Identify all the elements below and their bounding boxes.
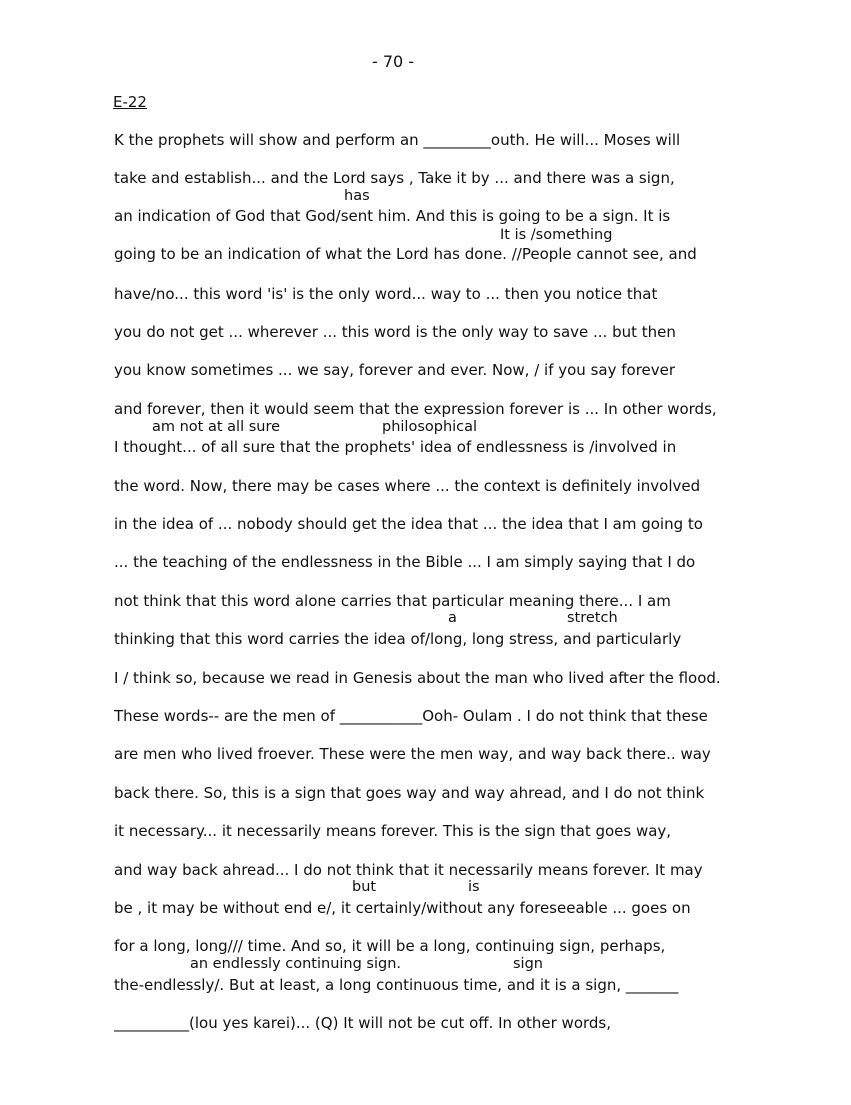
text-line: you know sometimes ... we say, forever and ever. Now, / if you say forever	[114, 361, 676, 379]
insertion-endlessly-continuing-sign: an endlessly continuing sign.	[190, 956, 402, 972]
text-line: you do not get ... wherever ... this word is the only way to save ... but then	[114, 323, 676, 341]
insertion-has: has	[344, 188, 370, 204]
insertion-am-not-at-all-sure: am not at all sure	[152, 419, 281, 435]
insertion-sign: sign	[513, 956, 543, 972]
text-line: it necessary... it necessarily means forever. This is the sign that goes way,	[114, 822, 672, 840]
text-line: back there. So, this is a sign that goes way and way ahread, and I do not think	[114, 784, 705, 802]
page-number: - 70 -	[372, 52, 415, 71]
insertion-but: but	[352, 879, 377, 895]
text-line: an indication of God that God/sent him. And this is going to be a sign. It is	[114, 207, 671, 225]
text-line: ... the teaching of the endlessness in the Bible ... I am simply saying that I do	[114, 553, 696, 571]
text-line: I thought... of all sure that the prophets' idea of endlessness is /involved in	[114, 438, 677, 456]
text-line: in the idea of ... nobody should get the idea that ... the idea that I am going to	[114, 515, 703, 533]
text-line: the-endlessly/. But at least, a long continuous time, and it is a sign, _______	[114, 976, 679, 994]
text-line: thinking that this word carries the idea of/long, long stress, and particularly	[114, 630, 682, 648]
text-line: going to be an indication of what the Lord has done. //People cannot see, and	[114, 245, 697, 263]
text-line: and forever, then it would seem that the expression forever is ... In other words,	[114, 400, 717, 418]
text-line: __________(lou yes karei)... (Q) It will not be cut off. In other words,	[114, 1014, 612, 1032]
text-line: are men who lived froever. These were the men way, and way back there.. way	[114, 745, 711, 763]
text-line: not think that this word alone carries that particular meaning there... I am	[114, 592, 671, 610]
text-line: take and establish... and the Lord says , Take it by ... and there was a sign,	[114, 169, 675, 187]
section-label: E-22	[113, 93, 147, 111]
text-line: K the prophets will show and perform an _________outh. He will... Moses will	[114, 131, 681, 149]
text-line: These words-- are the men of ___________Ooh- Oulam . I do not think that these	[114, 707, 708, 725]
insertion-stretch: stretch	[567, 610, 618, 626]
insertion-is: is	[468, 879, 480, 895]
text-line: have/no... this word 'is' is the only word... way to ... then you notice that	[114, 285, 658, 303]
text-line: and way back ahread... I do not think that it necessarily means forever. It may	[114, 861, 703, 879]
insertion-it-is-something: It is /something	[500, 227, 613, 243]
text-line: be , it may be without end e/, it certainly/without any foreseeable ... goes on	[114, 899, 691, 917]
insertion-philosophical: philosophical	[382, 419, 478, 435]
text-line: the word. Now, there may be cases where ... the context is definitely involved	[114, 477, 701, 495]
text-line: for a long, long/// time. And so, it will be a long, continuing sign, perhaps,	[114, 937, 666, 955]
insertion-a: a	[448, 610, 457, 626]
text-line: I / think so, because we read in Genesis about the man who lived after the flood.	[114, 669, 721, 687]
